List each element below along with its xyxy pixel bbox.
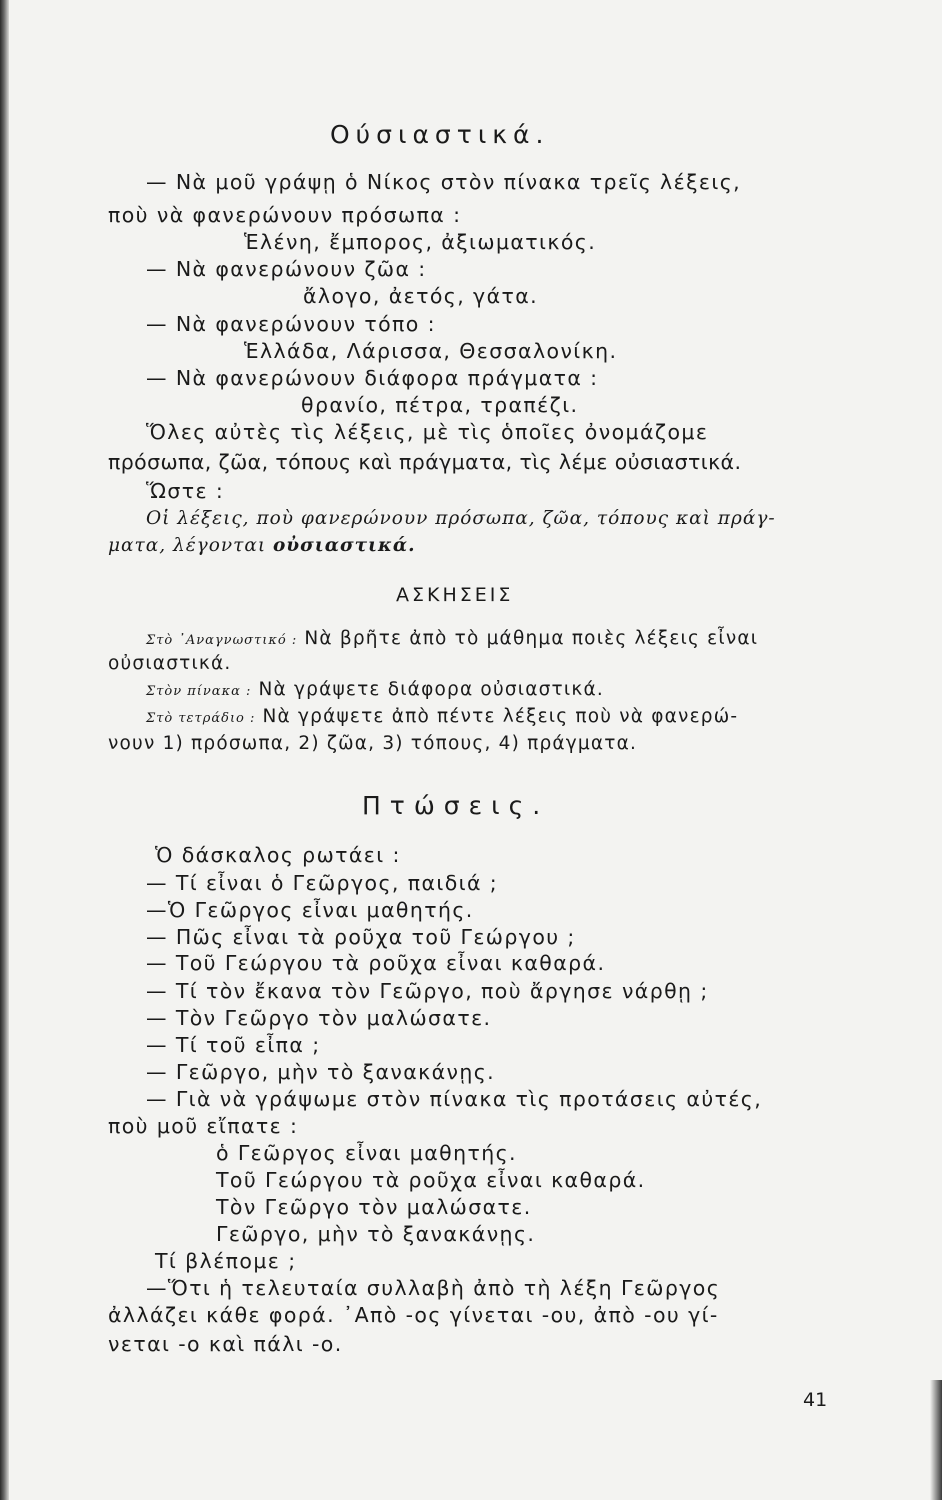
exercise-label: Στὸ ᾿Αναγνωστικό : — [146, 633, 298, 648]
exercise-1 — [146, 630, 758, 649]
exercises-title: ΑΣΚΗΣΕΙΣ — [396, 584, 514, 606]
text-line: πρόσωπα, ζῶα, τόπους καὶ πράγματα, τὶς λέμε οὐσιαστικά. — [108, 450, 742, 474]
text-line: ποὺ νὰ φανερώνουν πρόσωπα : — [108, 203, 462, 227]
text-line: — Τί τὸν ἔκανα τὸν Γεῶργο, ποὺ ἄργησε νάρθῃ ; — [146, 979, 709, 1003]
text-line: Ὁ δάσκαλος ρωτάει : — [155, 843, 401, 867]
text-line: — Νὰ φανερώνουν ζῶα : — [146, 257, 427, 281]
rule-statement-cont — [108, 537, 416, 556]
text-line: — Γιὰ νὰ γράψωμε στὸν πίνακα τὶς προτάσεις αὐτές, — [146, 1087, 763, 1111]
text-line: Τοῦ Γεώργου τὰ ροῦχα εἶναι καθαρά. — [216, 1168, 646, 1192]
text-line: θρανίο, πέτρα, τραπέζι. — [301, 393, 579, 417]
text-line: οὐσιαστικά. — [108, 653, 232, 674]
text-line: νουν 1) πρόσωπα, 2) ζῶα, 3) τόπους, 4) πράγματα. — [108, 733, 638, 754]
text-line: ποὺ μοῦ εἴπατε : — [108, 1114, 299, 1138]
text-line: — Τὸν Γεῶργο τὸν μαλώσατε. — [146, 1006, 492, 1030]
text-line: ὁ Γεῶργος εἶναι μαθητής. — [216, 1141, 517, 1165]
text-line: Ὥστε : — [146, 479, 225, 503]
text-line: — Γεῶργο, μὴν τὸ ξανακάνῃς. — [146, 1060, 496, 1084]
text-line: — Νὰ μοῦ γράψῃ ὁ Νίκος στὸν πίνακα τρεῖς λέξεις, — [146, 170, 742, 194]
text-line: — Τοῦ Γεώργου τὰ ροῦχα εἶναι καθαρά. — [146, 951, 606, 975]
text-line: Τί βλέπομε ; — [155, 1249, 297, 1273]
text-line: —Ὅτι ἡ τελευταία συλλαβὴ ἀπὸ τὴ λέξη Γεῶργος — [146, 1276, 721, 1300]
exercise-text: Νὰ γράψετε διάφορα οὐσιαστικά. — [258, 679, 604, 700]
rule-text: ματα, λέγονται — [108, 535, 273, 556]
exercise-text: Νὰ βρῆτε ἀπὸ τὸ μάθημα ποιὲς λέξεις εἶναι — [304, 628, 759, 649]
exercise-label: Στὸν πίνακα : — [146, 684, 252, 699]
text-line: Τὸν Γεῶργο τὸν μαλώσατε. — [216, 1195, 532, 1219]
exercise-3 — [146, 708, 738, 727]
text-line: Ἑλλάδα, Λάρισσα, Θεσσαλονίκη. — [244, 339, 618, 363]
text-line: Γεῶργο, μὴν τὸ ξανακάνῃς. — [216, 1222, 536, 1246]
text-line: — Τί εἶναι ὁ Γεῶργος, παιδιά ; — [146, 871, 499, 895]
text-line: ἄλογο, ἀετός, γάτα. — [303, 284, 539, 308]
text-line: — Νὰ φανερώνουν διάφορα πράγματα : — [146, 366, 599, 390]
exercise-text: Νὰ γράψετε ἀπὸ πέντε λέξεις ποὺ νὰ φανερώ- — [262, 706, 739, 727]
section-title-cases: Πτώσεις. — [362, 791, 550, 820]
text-line: — Νὰ φανερώνουν τόπο : — [146, 312, 436, 336]
rule-keyword: οὐσιαστικά. — [272, 535, 416, 556]
text-line: — Πῶς εἶναι τὰ ροῦχα τοῦ Γεώργου ; — [146, 925, 576, 949]
text-line: Ὅλες αὐτὲς τὶς λέξεις, μὲ τὶς ὁποῖες ὀνομάζομε — [146, 420, 709, 444]
exercise-2 — [146, 681, 604, 700]
text-line: —Ὁ Γεῶργος εἶναι μαθητής. — [146, 898, 474, 922]
page-edge-left — [0, 0, 9, 1500]
text-line: νεται -ο καὶ πάλι -ο. — [108, 1332, 343, 1356]
section-title-nouns: Ούσιαστικά. — [330, 120, 550, 149]
rule-statement: Οἱ λέξεις, ποὺ φανερώνουν πρόσωπα, ζῶα, τόπους καὶ πράγ- — [146, 508, 776, 529]
page-number: 41 — [803, 1389, 828, 1411]
text-line: Ἑλένη, ἔμπορος, ἀξιωματικός. — [244, 230, 597, 254]
exercise-label: Στὸ τετράδιο : — [146, 711, 256, 726]
text-line: ἀλλάζει κάθε φορά. ᾿Απὸ -ος γίνεται -ου, ἀπὸ -ου γί- — [108, 1303, 719, 1327]
page-edge-right — [930, 1380, 942, 1500]
text-line: — Τί τοῦ εἶπα ; — [146, 1033, 321, 1057]
